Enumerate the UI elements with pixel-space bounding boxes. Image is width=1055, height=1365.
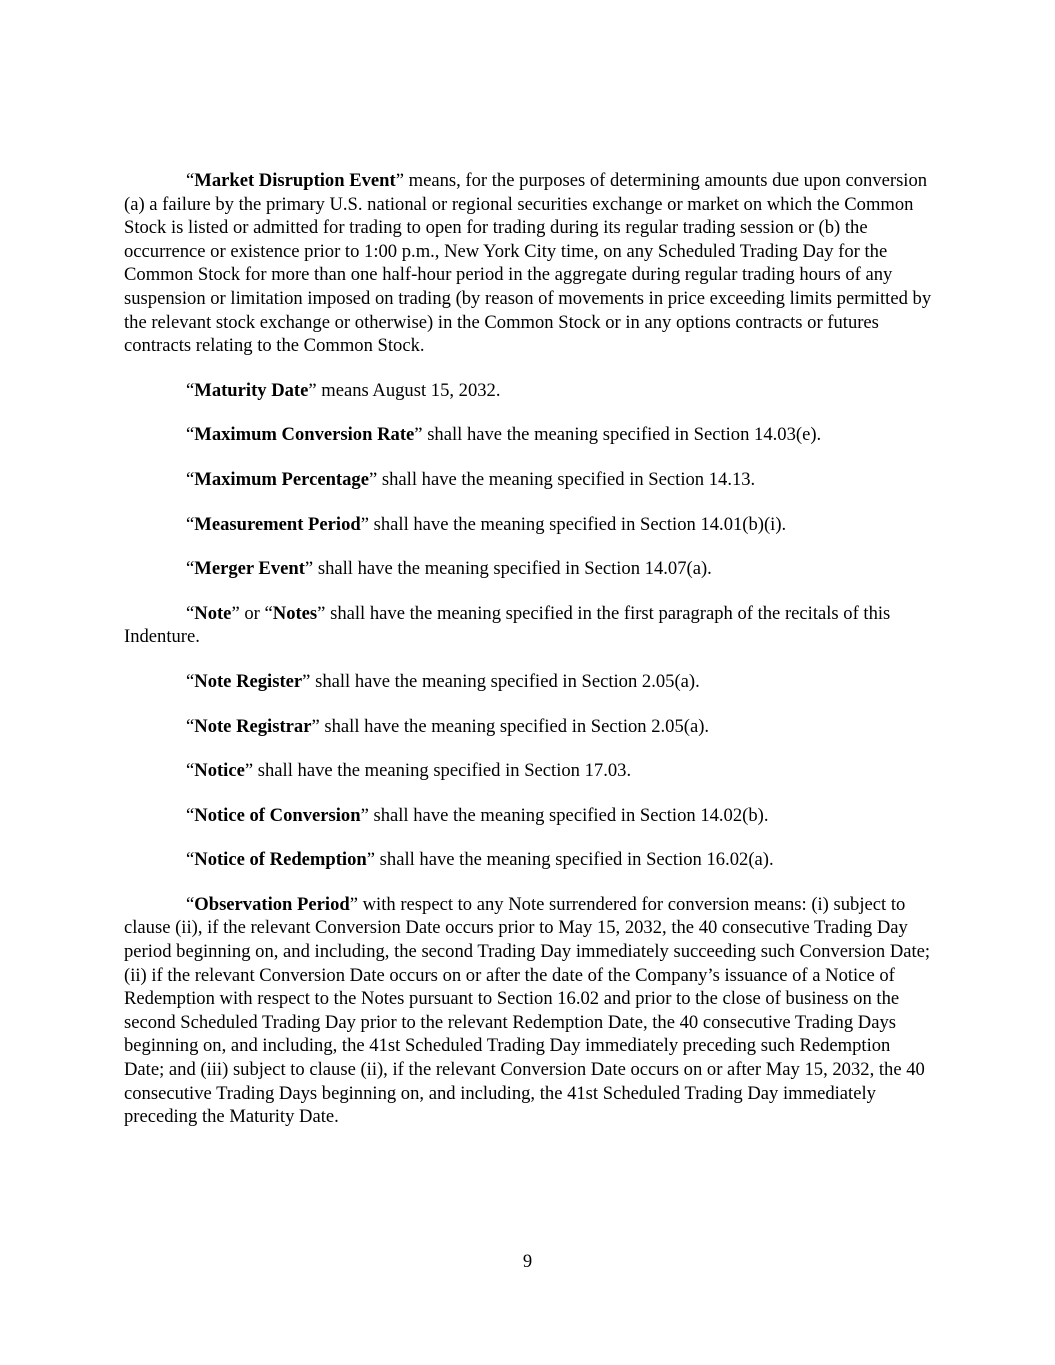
definition-text: shall have the meaning specified in Section 16.02(a). (375, 849, 774, 871)
defined-term: Note Registrar (194, 715, 312, 737)
definition-text: shall have the meaning specified in Section 2.05(a). (319, 715, 710, 737)
defined-term: Notice of Conversion (194, 804, 361, 826)
defined-term: Merger Event (194, 558, 305, 580)
defined-term: Measurement Period (194, 513, 361, 535)
defined-term: Market Disruption Event (194, 170, 396, 191)
definition-merger-event: “Merger Event” shall have the meaning specified in Section 14.07(a). (186, 558, 712, 580)
definition-note: “Note” or “Notes” shall have the meaning specified in the first paragraph of the recitals of this Indenture. (124, 602, 891, 648)
defined-term: Notice of Redemption (194, 849, 367, 871)
definition-text: shall have the meaning specified in Section 2.05(a). (310, 670, 700, 692)
definition-text: shall have the meaning specified in Section 14.02(b). (368, 804, 769, 826)
definitions-section (124, 169, 932, 1150)
definition-text: means, for the purposes of determining amounts due upon conversion (a) a failure by the primary U.S. national or regional securities exchange or market on which the Common Stock is listed or admitted for trading to open for trading during its regular trading session or (b) the occurrence or existence prior to 1:00 p.m., New York City time, on any Scheduled Trading Day for the Common Stock for more than one half-hour period in the aggregate during regular trading hours of any suspension or limitation imposed on trading (by reason of movements in price exceeding limits permitted by the relevant stock exchange or otherwise) in the Common Stock or in any options contracts or futures contracts relating to the Common Stock. (124, 170, 932, 357)
definition-text: shall have the meaning specified in Section 14.07(a). (313, 558, 712, 580)
defined-term-alternate: Notes (272, 602, 318, 624)
definition-maximum-conversion-rate: “Maximum Conversion Rate” shall have the meaning specified in Section 14.03(e). (186, 424, 822, 446)
defined-term: Maximum Percentage (194, 468, 369, 490)
defined-term: Notice (194, 760, 245, 782)
term-connector: or (239, 602, 265, 624)
defined-term: Observation Period (194, 893, 350, 915)
definition-market-disruption-event: “Market Disruption Event” means, for the purposes of determining amounts due upon conversion (a) a failure by the primary U.S. national or regional securities exchange or market on which the Common Stock is listed or admitted for trading to open for trading during its regular trading session or (b) the occurrence or existence prior to 1:00 p.m., New York City time, on any Scheduled Trading Day for the Common Stock for more than one half-hour period in the aggregate during regular trading hours of any suspension or limitation imposed on trading (by reason of movements in price exceeding limits permitted by the relevant stock exchange or otherwise) in the Common Stock or in any options contracts or futures contracts relating to the Common Stock. (124, 170, 932, 357)
defined-term: Note (194, 602, 232, 624)
definition-note-registrar: “Note Registrar” shall have the meaning specified in Section 2.05(a). (186, 715, 710, 737)
definition-notice: “Notice” shall have the meaning specified in Section 17.03. (186, 760, 632, 782)
definition-text: shall have the meaning specified in Section 14.13. (377, 468, 756, 490)
definition-notice-of-redemption: “Notice of Redemption” shall have the meaning specified in Section 16.02(a). (186, 849, 774, 871)
definition-notice-of-conversion: “Notice of Conversion” shall have the meaning specified in Section 14.02(b). (186, 804, 769, 826)
defined-term: Note Register (194, 670, 303, 692)
definition-maximum-percentage: “Maximum Percentage” shall have the meaning specified in Section 14.13. (186, 468, 756, 490)
definition-text: means August 15, 2032. (316, 379, 501, 401)
definition-note-register: “Note Register” shall have the meaning specified in Section 2.05(a). (186, 670, 700, 692)
definition-measurement-period: “Measurement Period” shall have the meaning specified in Section 14.01(b)(i). (186, 513, 787, 535)
definition-text: shall have the meaning specified in Section 14.03(e). (422, 424, 822, 446)
definition-maturity-date: “Maturity Date” means August 15, 2032. (186, 379, 501, 401)
page-number: 9 (522, 1251, 533, 1272)
defined-term: Maximum Conversion Rate (194, 424, 415, 446)
defined-term: Maturity Date (194, 379, 309, 401)
definition-text: shall have the meaning specified in Section 17.03. (253, 760, 632, 782)
definition-observation-period: “Observation Period” with respect to any Note surrendered for conversion means: (i) subject to clause (ii), if the relevant Conversion Date occurs prior to May 15, 2032, the 40 consecutive Trading Day period beginning on, and including, the second Trading Day immediately succeeding such Conversion Date; (ii) if the relevant Conversion Date occurs on or after the date of the Company’s issuance of a Notice of Redemption with respect to the Notes pursuant to Section 16.02 and prior to the close of business on the second Scheduled Trading Day prior to the relevant Redemption Date, the 40 consecutive Trading Days beginning on, and including, the 41st Scheduled Trading Day immediately preceding such Redemption Date; and (iii) subject to clause (ii), if the relevant Conversion Date occurs on or after May 15, 2032, the 40 consecutive Trading Days beginning on, and including, the 41st Scheduled Trading Day immediately preceding the Maturity Date. (124, 893, 931, 1128)
definition-text: shall have the meaning specified in Section 14.01(b)(i). (368, 513, 787, 535)
definition-text: with respect to any Note surrendered for conversion means: (i) subject to clause (ii), if the relevant Conversion Date occurs prior to May 15, 2032, the 40 consecutive Trading Day period beginning on, and including, the second Trading Day immediately succeeding such Conversion Date; (ii) if the relevant Conversion Date occurs on or after the date of the Company’s issuance of a Notice of Redemption with respect to the Notes pursuant to Section 16.02 and prior to the close of business on the second Scheduled Trading Day prior to the relevant Redemption Date, the 40 consecutive Trading Days beginning on, and including, the 41st Scheduled Trading Day immediately preceding such Redemption Date; and (iii) subject to clause (ii), if the relevant Conversion Date occurs on or after May 15, 2032, the 40 consecutive Trading Days beginning on, and including, the 41st Scheduled Trading Day immediately preceding the Maturity Date. (124, 893, 931, 1128)
definition-text: shall have the meaning specified in the first paragraph of the recitals of this Indenture. (124, 602, 891, 648)
